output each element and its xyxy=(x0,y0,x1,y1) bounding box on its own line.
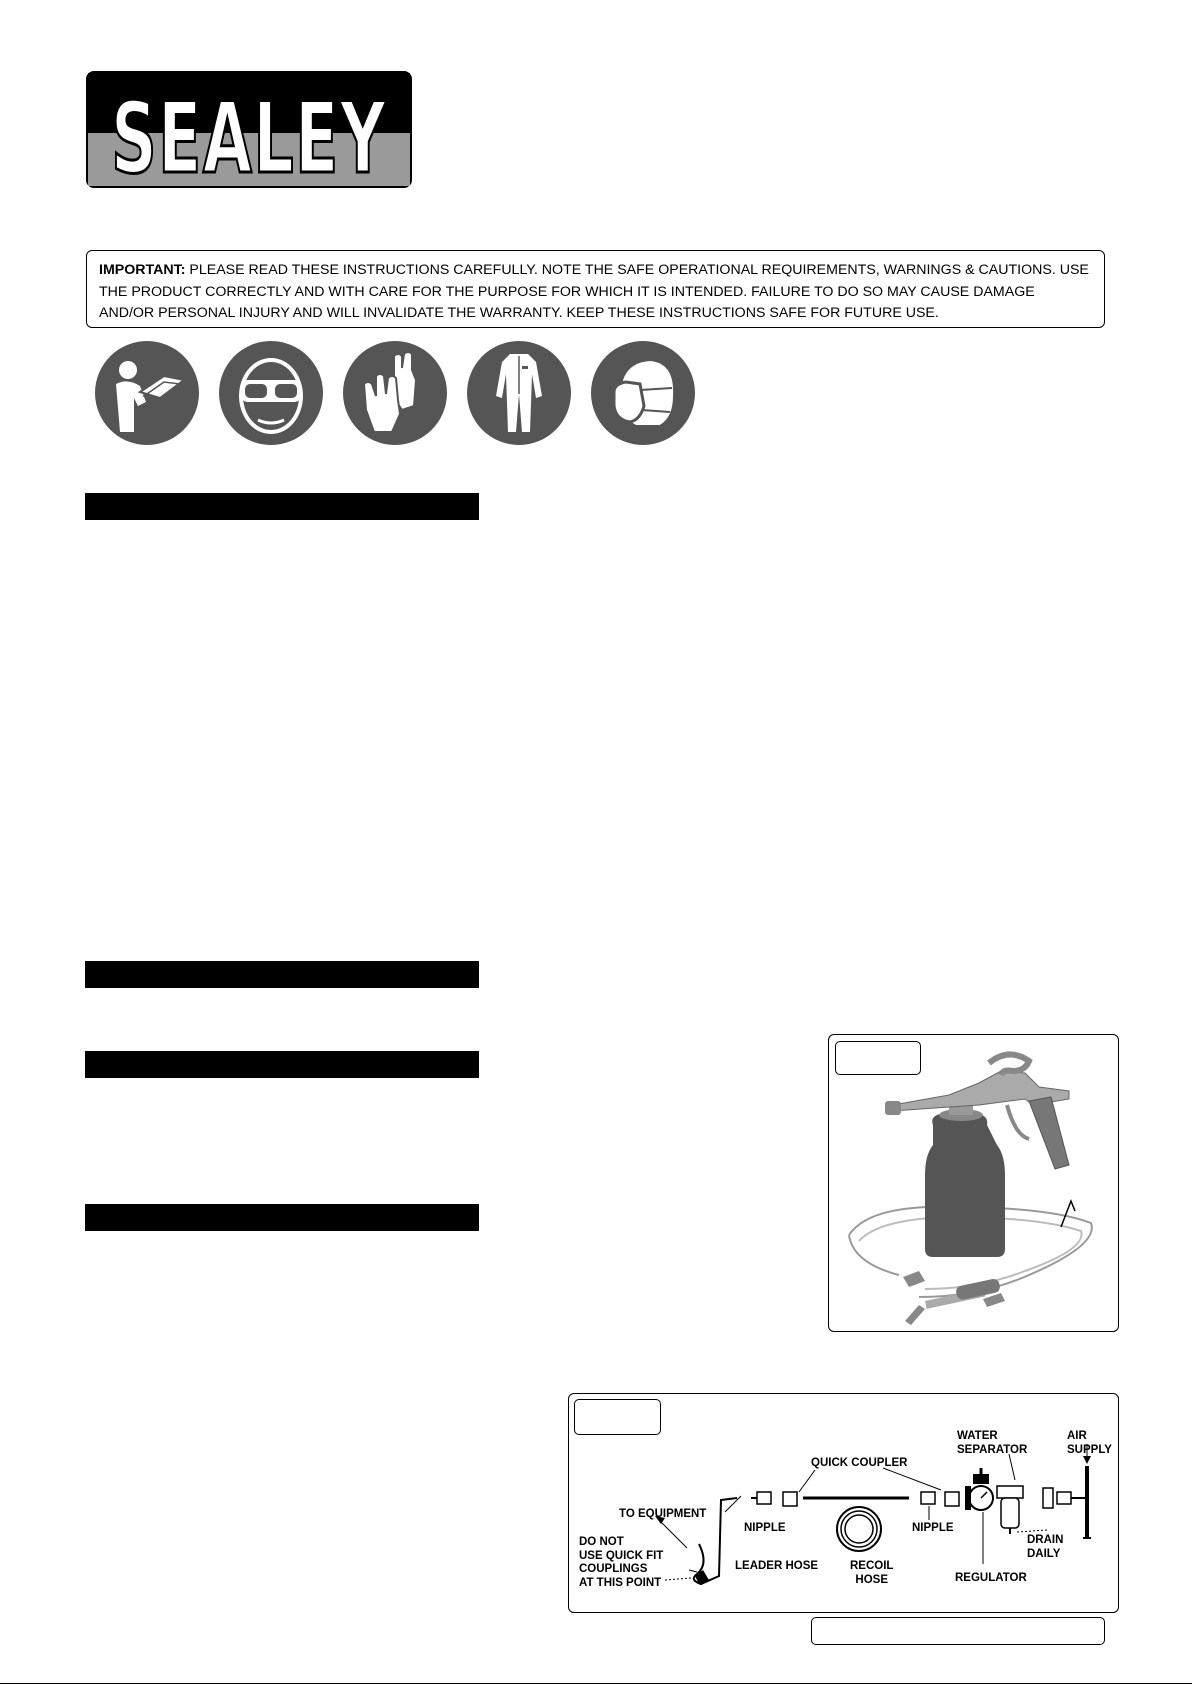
spray-gun-illustration xyxy=(829,1035,1117,1330)
label-water-separator: WATER SEPARATOR xyxy=(957,1430,1028,1456)
figure-2-air-supply-diagram xyxy=(568,1393,1119,1613)
label-to-equipment: TO EQUIPMENT xyxy=(619,1508,707,1520)
read-manual-icon xyxy=(94,340,200,446)
svg-text:SEALEY: SEALEY xyxy=(111,82,387,196)
section-header-bar xyxy=(85,1204,479,1231)
protective-overalls-icon xyxy=(466,340,572,446)
label-air-supply: AIR SUPPLY xyxy=(1067,1430,1112,1456)
label-regulator: REGULATOR xyxy=(955,1572,1027,1584)
section-header-bar xyxy=(85,961,479,988)
label-nipple-right: NIPPLE xyxy=(912,1522,954,1534)
label-do-not-use-quick-fit: DO NOT USE QUICK FIT COUPLINGS AT THIS POINT xyxy=(579,1536,664,1589)
label-quick-coupler: QUICK COUPLER xyxy=(811,1457,908,1469)
label-drain-daily: DRAIN DAILY xyxy=(1027,1534,1064,1560)
sealey-logo xyxy=(86,71,412,196)
safety-gloves-icon xyxy=(342,340,448,446)
section-header-bar xyxy=(85,1051,479,1078)
important-notice xyxy=(86,250,1105,328)
footer-rule xyxy=(0,1683,1192,1684)
important-text: PLEASE READ THESE INSTRUCTIONS CAREFULLY. NOTE THE SAFE OPERATIONAL REQUIREMENTS, WARNINGS & CAUTIONS. USE THE PRODUCT CORRECTLY AND WITH CARE FOR THE PURPOSE FOR WHICH IT IS INTENDED. FAILURE TO DO SO MAY CAUSE DAMAGE AND/OR PERSONAL INJURY AND WILL INVALIDATE THE WARRANTY. KEEP THESE INSTRUCTIONS SAFE FOR FUTURE USE. xyxy=(99,262,1089,321)
figure-caption-box xyxy=(811,1617,1105,1645)
important-label: IMPORTANT: xyxy=(99,262,186,278)
figure-1-spray-gun xyxy=(828,1034,1119,1332)
label-nipple-left: NIPPLE xyxy=(744,1522,786,1534)
section-header-bar xyxy=(85,493,479,520)
safety-goggles-icon xyxy=(218,340,324,446)
dust-mask-icon xyxy=(590,340,696,446)
label-recoil-hose: RECOIL HOSE xyxy=(850,1560,894,1586)
label-leader-hose: LEADER HOSE xyxy=(735,1560,819,1572)
